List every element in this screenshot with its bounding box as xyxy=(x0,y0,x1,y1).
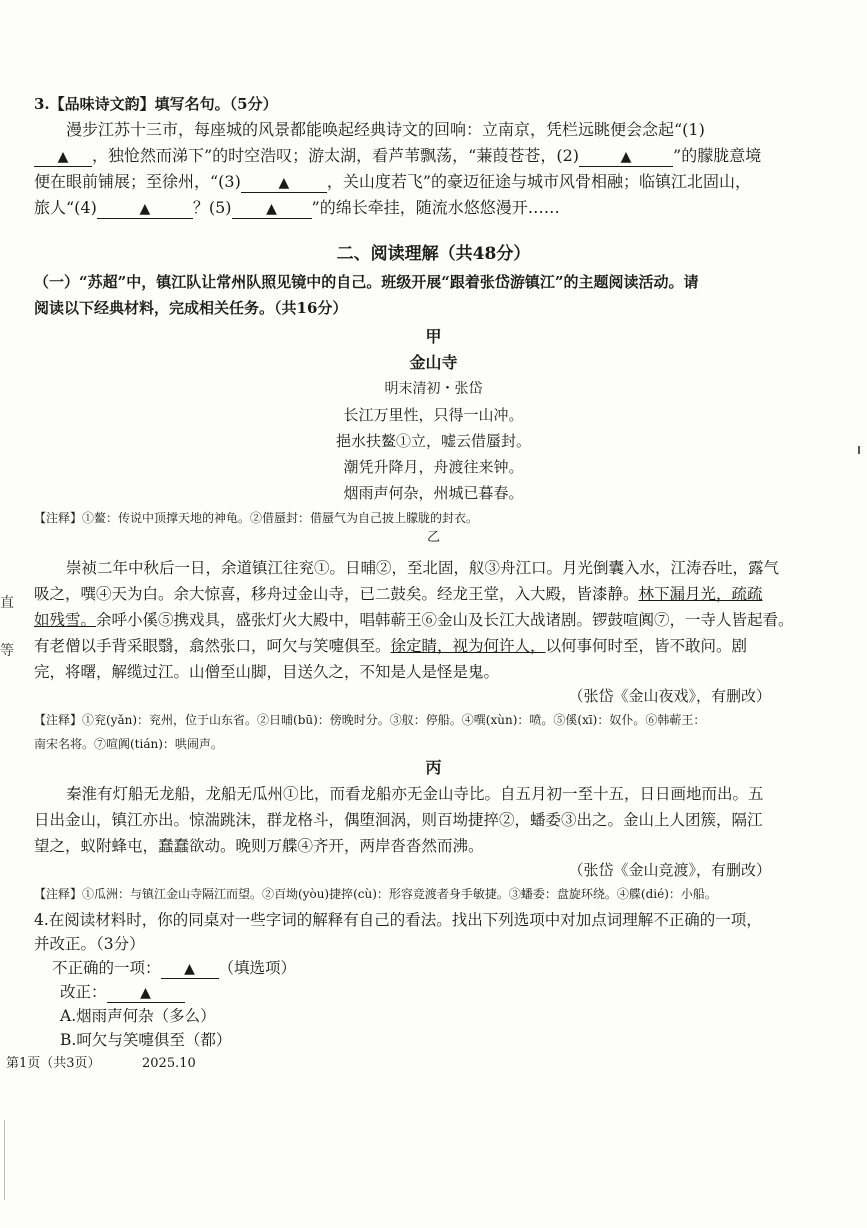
yi-line-4-text: 有老僧以手背采眼翳，翕然张口，呵欠与笑嚏俱至。 xyxy=(34,637,391,655)
page-date: 2025.10 xyxy=(142,1056,196,1071)
yi-line-3 xyxy=(34,610,794,630)
yi-line-4 xyxy=(34,636,747,656)
blank-2[interactable] xyxy=(579,149,673,167)
bing-label: 丙 xyxy=(425,758,442,777)
triangle-marker-icon: ▲ xyxy=(620,149,632,165)
yi-underlined-1: 林下漏月光，疏疏 xyxy=(638,585,763,603)
q4-fix-blank[interactable] xyxy=(107,985,185,1003)
jia-note: 【注释】①鳌：传说中顶撑天地的神龟。②借蜃封：借蜃气为自己披上朦胧的封衣。 xyxy=(34,511,479,525)
bing-line-2: 日出金山，镇江亦出。惊湍跳沫，群龙格斗，偶堕洄涡，则百坳捷捽②，蟠委③出之。金山上人团簇，隔江 xyxy=(34,811,763,829)
blank-4[interactable] xyxy=(97,201,193,219)
q3-line-3 xyxy=(34,172,751,193)
yi-line-1: 崇祯二年中秋后一日，余道镇江往兖①。日晡②，至北固，舣③舟江口。月光倒囊入水，江涛吞吐，露气 xyxy=(66,559,780,577)
q4-option-b: B.呵欠与笑嚏俱至（都） xyxy=(60,1031,232,1049)
q3-line-2-text: ，独怆然而涕下”的时空浩叹；游太湖，看芦苇飘荡，“蒹葭苍苍，(2) xyxy=(92,146,580,165)
jia-author: 明末清初・张岱 xyxy=(384,381,483,397)
triangle-marker-icon: ▲ xyxy=(57,149,69,165)
yi-note-2: 南宋名将。⑦喧阗(tián)：哄闹声。 xyxy=(34,737,223,751)
yi-underlined-1b: 如残雪。 xyxy=(34,611,97,629)
jia-poem-line-3: 潮凭升降月，舟渡往来钟。 xyxy=(343,458,524,476)
bing-source: （张岱《金山竞渡》，有删改） xyxy=(568,861,771,879)
blank-3[interactable] xyxy=(241,175,327,193)
triangle-marker-icon: ▲ xyxy=(278,175,290,191)
jia-poem-line-2: 挹水扶鳌①立，嘘云借蜃封。 xyxy=(335,432,531,450)
triangle-marker-icon: ▲ xyxy=(139,201,151,217)
bing-line-1: 秦淮有灯船无龙船，龙船无瓜州①比，而看龙船亦无金山寺比。自五月初一至十五，日日画地而出。五 xyxy=(66,785,764,803)
triangle-marker-icon: ▲ xyxy=(184,961,195,977)
q4-wrong-row xyxy=(52,958,296,979)
section-heading: 二、阅读理解（共48分） xyxy=(336,244,531,264)
jia-poem-line-4: 烟雨声何杂，州城已暮春。 xyxy=(343,484,524,502)
q3-line-2-tail: ”的朦胧意境 xyxy=(673,146,762,165)
yi-underlined-2: 徐定睛，视为何许人， xyxy=(390,637,546,655)
page-number: 第1页（共3页） xyxy=(6,1056,101,1071)
q3-line-1: 漫步江苏十三市，每座城的风景都能唤起经典诗文的回响：立南京，凭栏远眺便会念起“(1) xyxy=(66,120,705,139)
q4-fix-row xyxy=(60,982,185,1003)
margin-mark-2: 等 xyxy=(0,643,14,659)
blank-5[interactable] xyxy=(232,201,312,219)
bing-line-3: 望之，蚁附蜂屯，蠢蠢欲动。晚则万艓④齐开，两岸沓沓然而沸。 xyxy=(34,837,484,855)
triangle-marker-icon: ▲ xyxy=(266,201,277,217)
blank-1[interactable] xyxy=(34,149,92,167)
q4-wrong-hint: （填选项） xyxy=(218,959,297,977)
bing-note: 【注释】①瓜洲：与镇江金山寺隔江而望。②百坳(yòu)捷捽(cù)：形容竞渡者身手敏捷。③蟠委：盘旋环绕。④艓(dié)：小船。 xyxy=(34,887,717,901)
jia-poem-line-1: 长江万里性，只得一山冲。 xyxy=(343,406,524,424)
triangle-marker-icon: ▲ xyxy=(140,985,151,1001)
q4-option-a: A.烟雨声何杂（多么） xyxy=(60,1007,216,1025)
q4-fix-label: 改正： xyxy=(60,983,107,1001)
section-intro-2: 阅读以下经典材料，完成相关任务。（共16分） xyxy=(34,299,348,317)
q3-line-4-mid: ？(5) xyxy=(192,198,232,217)
yi-label: 乙 xyxy=(426,530,440,545)
margin-mark-1: 直 xyxy=(0,595,14,611)
yi-note-1: 【注释】①兖(yǎn)：兖州，位于山东省。②日晡(bū)：傍晚时分。③舣：停船。④噀(xùn)：喷。⑤傒(xī)：奴仆。⑥韩蕲王： xyxy=(34,713,706,727)
yi-line-4-tail: 以何事何时至，皆不敢问。剧 xyxy=(545,637,748,655)
q3-title: 3.【品味诗文韵】填写名句。（5分） xyxy=(34,95,278,113)
scan-edge-line xyxy=(4,1120,5,1200)
jia-label: 甲 xyxy=(425,327,442,346)
yi-source: （张岱《金山夜戏》，有删改） xyxy=(568,687,771,705)
yi-line-5: 完，将曙，解缆过江。山僧至山脚，目送久之，不知是人是怪是鬼。 xyxy=(34,663,500,681)
q3-line-4-tail: ”的绵长牵挂，随流水悠悠漫开…… xyxy=(311,198,560,217)
q3-line-3-tail: ，关山度若飞”的豪迈征途与城市风骨相融；临镇江北固山， xyxy=(326,172,752,191)
yi-line-3-text: 余呼小傒⑤携戏具，盛张灯火大殿中，唱韩蕲王⑥金山及长江大战诸剧。锣鼓喧阗⑦，一寺人皆起看。 xyxy=(96,611,794,629)
q3-line-4 xyxy=(34,198,560,219)
yi-line-2 xyxy=(34,584,763,604)
q3-line-4-text: 旅人“(4) xyxy=(34,198,97,217)
q4-wrong-label: 不正确的一项： xyxy=(52,959,161,977)
q3-line-2 xyxy=(34,146,761,167)
scan-speck xyxy=(858,446,860,454)
q4-stem-2: 并改正。（3分） xyxy=(34,935,145,953)
section-intro-1: （一）“苏超”中，镇江队让常州队照见镜中的自己。班级开展“跟着张岱游镇江”的主题阅读活动。请 xyxy=(34,273,699,291)
q4-stem-1: 4.在阅读材料时，你的同桌对一些字词的解释有自己的看法。找出下列选项中对加点词理解不正确的一项， xyxy=(34,911,762,929)
q4-wrong-blank[interactable] xyxy=(161,961,219,979)
q3-line-3-text: 便在眼前铺展；至徐州，“(3) xyxy=(34,172,241,191)
jia-poem-title: 金山寺 xyxy=(409,353,458,372)
yi-line-2-text: 吸之，噀④天为白。余大惊喜，移舟过金山寺，已二鼓矣。经龙王堂，入大殿，皆漆静。 xyxy=(34,585,639,603)
